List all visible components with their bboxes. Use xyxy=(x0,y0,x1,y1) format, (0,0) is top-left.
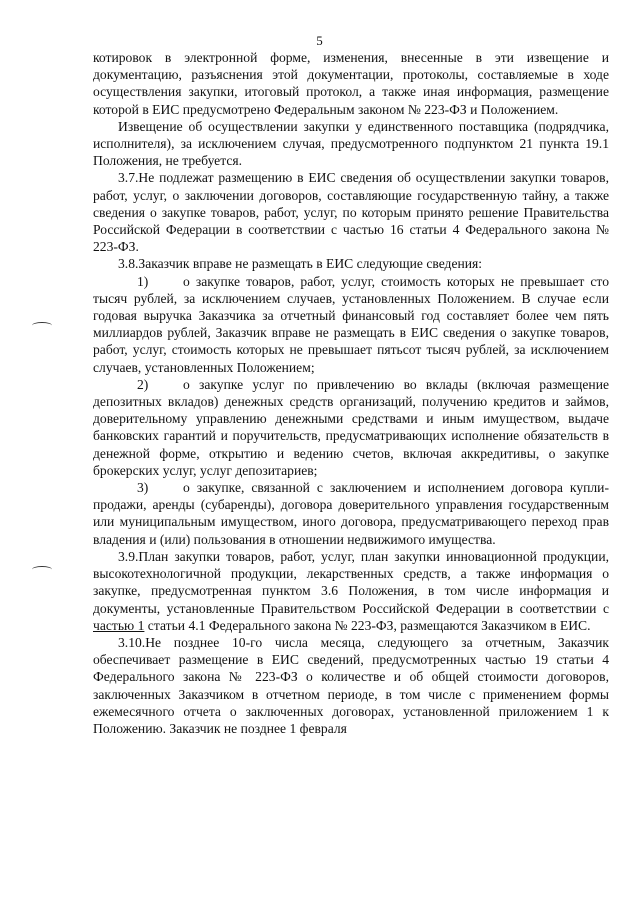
list-item-number: 2) xyxy=(137,376,149,392)
list-item-number: 1) xyxy=(137,273,149,289)
list-item-text: о закупке, связанной с заключением и исполнением договора купли-продажи, аренды (субаренды), договора доверительного управления государственным или муниципальным имуществом, иного договора, предусматривающего переход прав владения и (или) пользования в отношении недвижимого имущества. xyxy=(93,480,609,547)
margin-mark xyxy=(32,322,52,329)
list-item-3 xyxy=(93,479,609,548)
list-item-text: о закупке товаров, работ, услуг, стоимость которых не превышает сто тысяч рублей, за исключением случаев, установленных Положением. В случае если годовая выручка Заказчика за отчетный финансовый год составляет более чем пять миллиардов рублей, Заказчик вправе не размещать в ЕИС сведения о закупке товаров, работ, услуг, стоимость которых не превышает пятьсот тысяч рублей, за исключением случаев, установленных Положением; xyxy=(93,273,609,375)
paragraph-text: 3.9.План закупки товаров, работ, услуг, план закупки инновационной продукции, высокотехнологичной продукции, лекарственных средств, а также информация о закупке, предусмотренная пунктом 3.6 Положения, в том числе информация и документы, установленные Правительством Российской Федерации в соответствии с xyxy=(93,548,609,616)
paragraph-3-7: 3.7.Не подлежат размещению в ЕИС сведения об осуществлении закупки товаров, работ, услуг, о заключении договоров, составляющие государственную тайну, а также сведения о закупке товаров, работ, услуг, по которым принято решение Правительства Российской Федерации в соответствии с частью 16 статьи 4 Федерального закона № 223-ФЗ. xyxy=(93,170,609,255)
paragraph-continuation: котировок в электронной форме, изменения, внесенные в эти извещение и документацию, разъяснения этой документации, протоколы, составляемые в ходе осуществления закупки, итоговый протокол, а также иная информация, размещение которой в ЕИС предусмотрено Федеральным законом № 223-ФЗ и Положением. xyxy=(93,50,609,117)
paragraph-3-10: 3.10.Не позднее 10-го числа месяца, следующего за отчетным, Заказчик обеспечивает размещение в ЕИС сведений, предусмотренных частью 19 статьи 4 Федерального закона № 223-ФЗ о количестве и об общей стоимости договоров, заключенных Заказчиком в отчетном периоде, в том числе с применением формы ежемесячного отчета о заключенных договорах, установленной приложением 1 к Положению. Заказчик не позднее 1 февраля xyxy=(93,634,609,736)
paragraph-3-9 xyxy=(93,548,609,634)
list-item-text: о закупке услуг по привлечению во вклады (включая размещение депозитных вкладов) денежных средств организаций, получению кредитов и займов, доверительному управлению денежными средствами и иным имуществом, выдаче банковских гарантий и поручительств, предусматривающих исполнение обязательств в денежной форме, открытию и ведению счетов, включая аккредитивы, о закупке брокерских услуг, услуг депозитариев; xyxy=(93,376,609,478)
page-number: 5 xyxy=(316,33,323,48)
paragraph-text: статьи 4.1 Федерального закона № 223-ФЗ, размещаются Заказчиком в ЕИС. xyxy=(144,617,591,633)
document-body xyxy=(93,49,609,737)
list-item-1 xyxy=(93,273,609,376)
law-reference-link[interactable]: частью 1 xyxy=(93,617,145,633)
paragraph-single-supplier-notice: Извещение об осуществлении закупки у единственного поставщика (подрядчика, исполнителя), за исключением случая, предусмотренного подпунктом 21 пункта 19.1 Положения, не требуется. xyxy=(93,118,609,169)
margin-mark xyxy=(32,566,52,573)
paragraph-3-8: 3.8.Заказчик вправе не размещать в ЕИС следующие сведения: xyxy=(118,256,483,272)
list-item-2 xyxy=(93,376,609,479)
list-item-number: 3) xyxy=(137,480,149,496)
